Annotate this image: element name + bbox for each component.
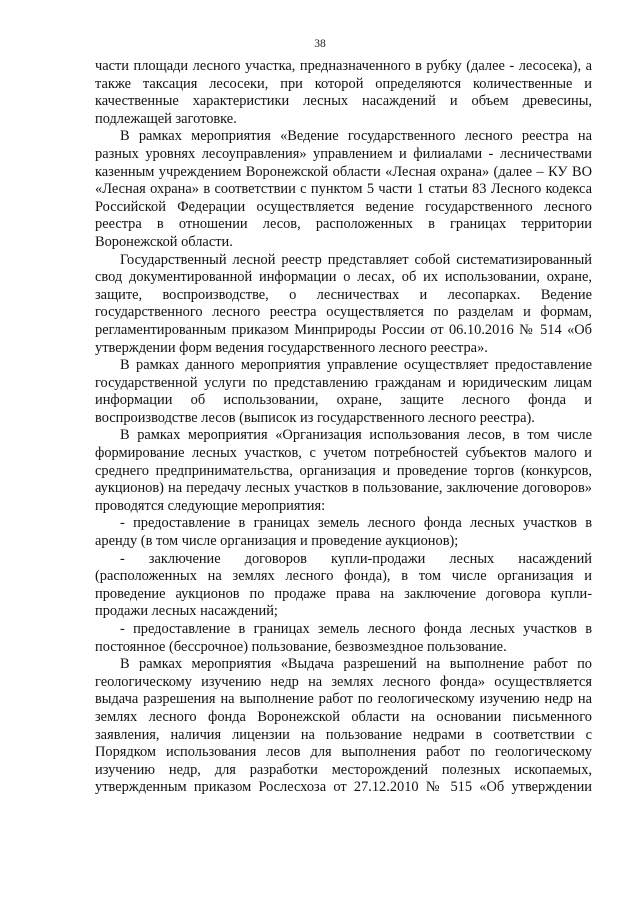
paragraph-6: В рамках мероприятия «Выдача разрешений на выполнение работ по геологическому изучению недр на землях лесного фонда» осуществляется выдача разрешения на выполнение работ по геологическому изучению недр на землях лесного фонда Воронежской области на основании письменного заявления, наличия лицензии на пользование недрами в соответствии с Порядком использования лесов для выполнения работ по геологическому изучению недр, для разработки месторождений полезных ископаемых, утвержденным приказом Рослесхоза от 27.12.2010 № 515 «Об утверждении [95,656,592,796]
paragraph-1: части площади лесного участка, предназначенного в рубку (далее - лесосека), а также таксация лесосеки, при которой определяются количественные и качественные характеристики лесных насаждений и объем древесины, подлежащей заготовке. [95,58,592,127]
list-item-1: - предоставление в границах земель лесного фонда лесных участков в аренду (в том числе организация и проведение аукционов); [95,515,592,550]
document-body [95,58,592,797]
list-item-3: - предоставление в границах земель лесного фонда лесных участков в постоянное (бессрочное) пользование, безвозмездное пользование. [95,621,592,655]
paragraph-2: В рамках мероприятия «Ведение государственного лесного реестра на разных уровнях лесоуправления» управлением и филиалами - лесничествами казенным учреждением Воронежской области «Лесная охрана» (далее – КУ ВО «Лесная охрана» в соответствии с пунктом 5 части 1 статьи 83 Лесного кодекса Российской Федерации осуществляется ведение государственного лесного реестра в отношении лесов, расположенных в границах территории Воронежской области. [95,128,592,250]
list-item-2: - заключение договоров купли-продажи лесных насаждений (расположенных на землях лесного фонда), в том числе организация и проведение аукционов по продаже права на заключение договора купли-продажи лесных насаждений; [95,550,592,620]
paragraph-4: В рамках данного мероприятия управление осуществляет предоставление государственной услуги по представлению гражданам и юридическим лицам информации об использовании, охране, защите лесного фонда и воспроизводстве лесов (выписок из государственного лесного реестра). [95,357,592,426]
paragraph-3: Государственный лесной реестр представляет собой систематизированный свод документированной информации о лесах, об их использовании, охране, защите, воспроизводстве, о лесничествах и лесопарках. Ведение государственного лесного реестра осуществляется по разделам и формам, регламентированным приказом Минприроды России от 06.10.2016 № 514 «Об утверждении форм ведения государственного лесного реестра». [95,251,592,356]
page-number: 38 [314,38,326,50]
paragraph-5: В рамках мероприятия «Организация использования лесов, в том числе формирование лесных участков, с учетом потребностей субъектов малого и среднего предпринимательства, организация и проведение торгов (конкурсов, аукционов) на передачу лесных участков в пользование, заключение договоров» проводятся следующие мероприятия: [95,427,592,514]
